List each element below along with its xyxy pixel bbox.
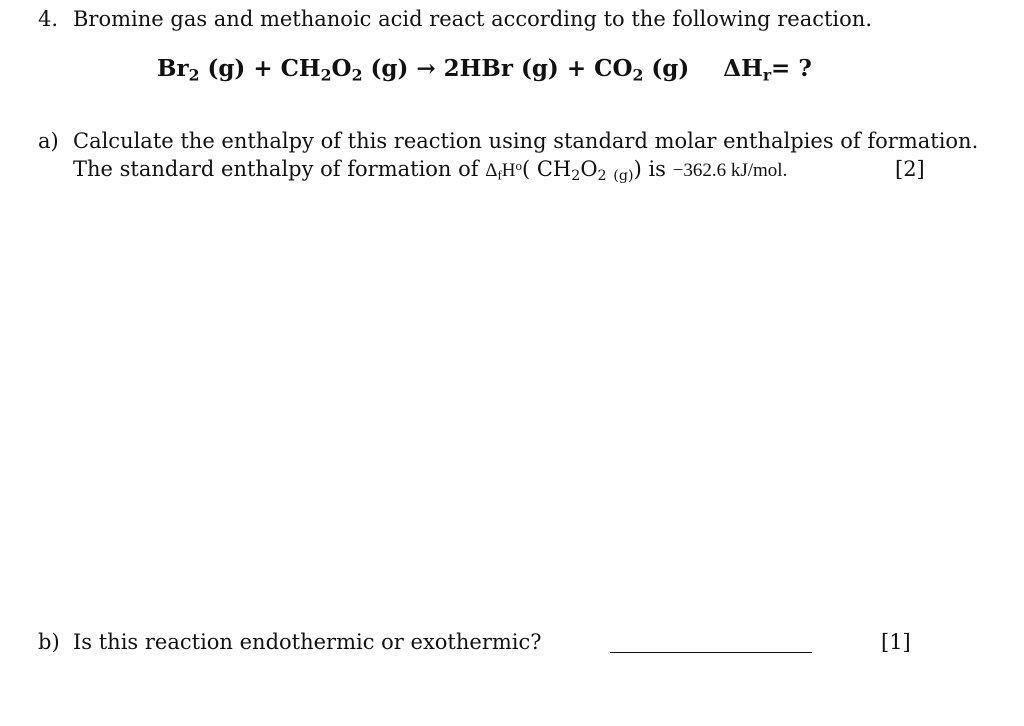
answer-blank-line[interactable] — [610, 652, 812, 653]
compound-formula: $CH_2O_2$ $_{(g)}$ — [536, 157, 634, 184]
compound-close-paren: ) — [633, 157, 642, 181]
part-b-question: Is this reaction endothermic or exothermic? — [73, 630, 542, 654]
eq-methanoic-ch-subscript: 2 — [320, 65, 332, 85]
compound-open-paren: ( — [521, 157, 531, 181]
eq-hbr: 2HBr — [443, 55, 513, 82]
part-a-marks: [2] — [895, 157, 925, 181]
eq-state-3: (g) — [520, 55, 559, 82]
formation-enthalpy-value: −362.6 kJ/mol. — [672, 160, 788, 181]
part-a-label: a) — [38, 129, 59, 153]
formation-enthalpy-symbol: $\Delta_fH^o$ — [485, 158, 522, 183]
eq-plus-2: + — [566, 55, 587, 82]
eq-delta-h-subscript: r — [762, 65, 772, 85]
eq-co: CO — [594, 55, 633, 82]
question-number: 4. — [38, 7, 59, 31]
eq-plus-1: + — [253, 55, 273, 82]
eq-delta-h-unknown: = ? — [771, 55, 812, 82]
eq-delta-h: ΔH — [723, 55, 763, 82]
eq-methanoic-o-subscript: 2 — [351, 65, 363, 85]
eq-arrow: → — [416, 55, 436, 82]
part-b-label: b) — [38, 630, 60, 654]
eq-bromine-subscript: 2 — [188, 65, 200, 85]
part-a-given-text: The standard enthalpy of formation of — [73, 157, 479, 181]
question-text: Bromine gas and methanoic acid react according to the following reaction. — [73, 7, 872, 31]
eq-state-2: (g) — [370, 55, 409, 82]
eq-methanoic-ch: CH — [280, 55, 321, 82]
part-a-is: is — [648, 157, 666, 181]
part-a-instruction: Calculate the enthalpy of this reaction using standard molar enthalpies of formation. — [73, 129, 979, 153]
eq-methanoic-o: O — [331, 55, 352, 82]
part-b-marks: [1] — [881, 630, 911, 654]
eq-state-1: (g) — [207, 55, 246, 82]
compound-state: (g) — [613, 167, 634, 184]
reaction-equation — [157, 54, 812, 84]
eq-bromine: Br — [157, 55, 189, 82]
part-a-given-data — [73, 156, 787, 184]
eq-co-subscript: 2 — [632, 65, 644, 85]
eq-state-4: (g) — [651, 55, 690, 82]
